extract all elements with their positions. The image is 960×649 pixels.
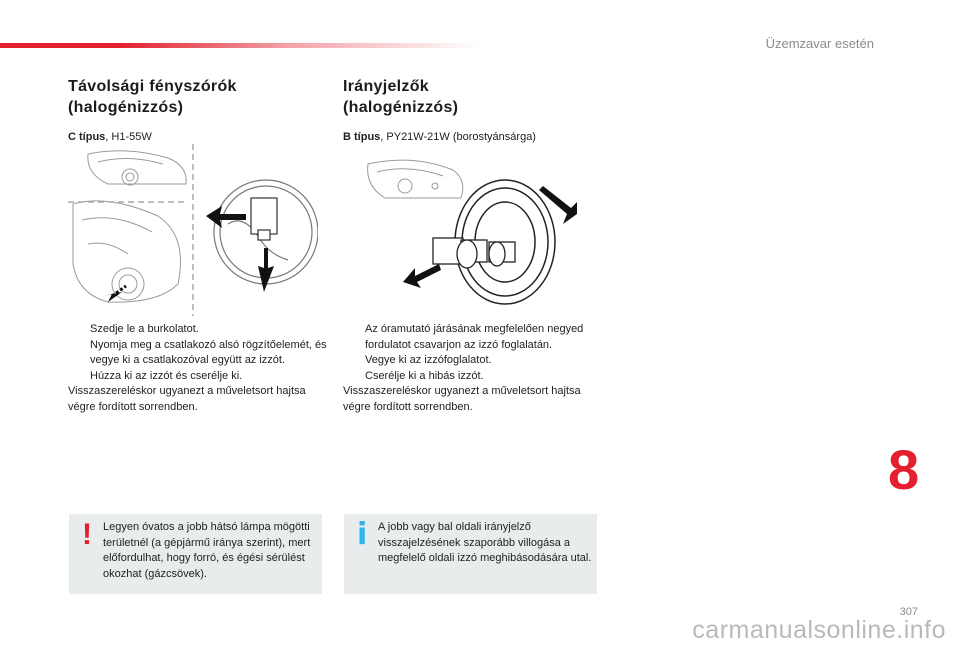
header-accent-bar — [0, 43, 480, 48]
turn-signal-illustration — [343, 150, 593, 310]
section-high-beam — [68, 76, 328, 144]
reassembly-note: Visszaszereléskor ugyanezt a műveletsort hajtsa végre fordított sorrendben. — [68, 385, 306, 413]
reassembly-note: Visszaszereléskor ugyanezt a műveletsort hajtsa végre fordított sorrendben. — [343, 385, 581, 413]
step-item: Szedje le a burkolatot. — [90, 323, 199, 335]
step-item: Húzza ki az izzót és cserélje ki. — [90, 369, 243, 382]
info-box — [344, 514, 597, 594]
step-item: Az óramutató járásának megfelelően negyed fordulatot csavarjon az izzó foglalatán. — [365, 323, 584, 351]
warning-text: Legyen óvatos a jobb hátsó lámpa mögötti területnél (a gépjármű iránya szerint), mert előfordulhat, hogy forró, és égési sérülést okozhat (gázcsövek). — [103, 521, 311, 580]
section-title-turn-signal: Irányjelzők (halogénizzós) — [343, 78, 459, 116]
info-text: A jobb vagy bal oldali irányjelző visszajelzésének szaporább villogása a megfelelő oldali izzó meghibásodására utal. — [378, 521, 592, 564]
step-item: Cserélje ki a hibás izzót. — [365, 369, 484, 382]
step-item: Nyomja meg a csatlakozó alsó rögzítőelemét, és vegye ki a csatlakozóval együtt az izzót. — [90, 338, 327, 366]
watermark: carmanualsonline.info — [692, 616, 946, 644]
chapter-title: Üzemzavar esetén — [765, 36, 874, 51]
warning-exclamation-icon: ! — [82, 518, 92, 551]
warning-box — [69, 514, 322, 594]
chapter-number: 8 — [888, 438, 920, 501]
bulb-type-turn-signal: B típus, PY21W-21W (borostyánsárga) — [343, 131, 536, 143]
page-number: 307 — [899, 606, 918, 618]
high-beam-illustration — [68, 144, 318, 316]
step-item: Vegye ki az izzófoglalatot. — [365, 354, 492, 366]
steps-high-beam — [68, 322, 330, 415]
section-title-high-beam: Távolsági fényszórók (halogénizzós) — [68, 78, 237, 116]
bulb-type-high-beam: C típus, H1-55W — [68, 131, 152, 143]
steps-turn-signal — [343, 322, 605, 415]
section-turn-signal — [343, 76, 603, 144]
info-icon: i — [357, 517, 368, 552]
